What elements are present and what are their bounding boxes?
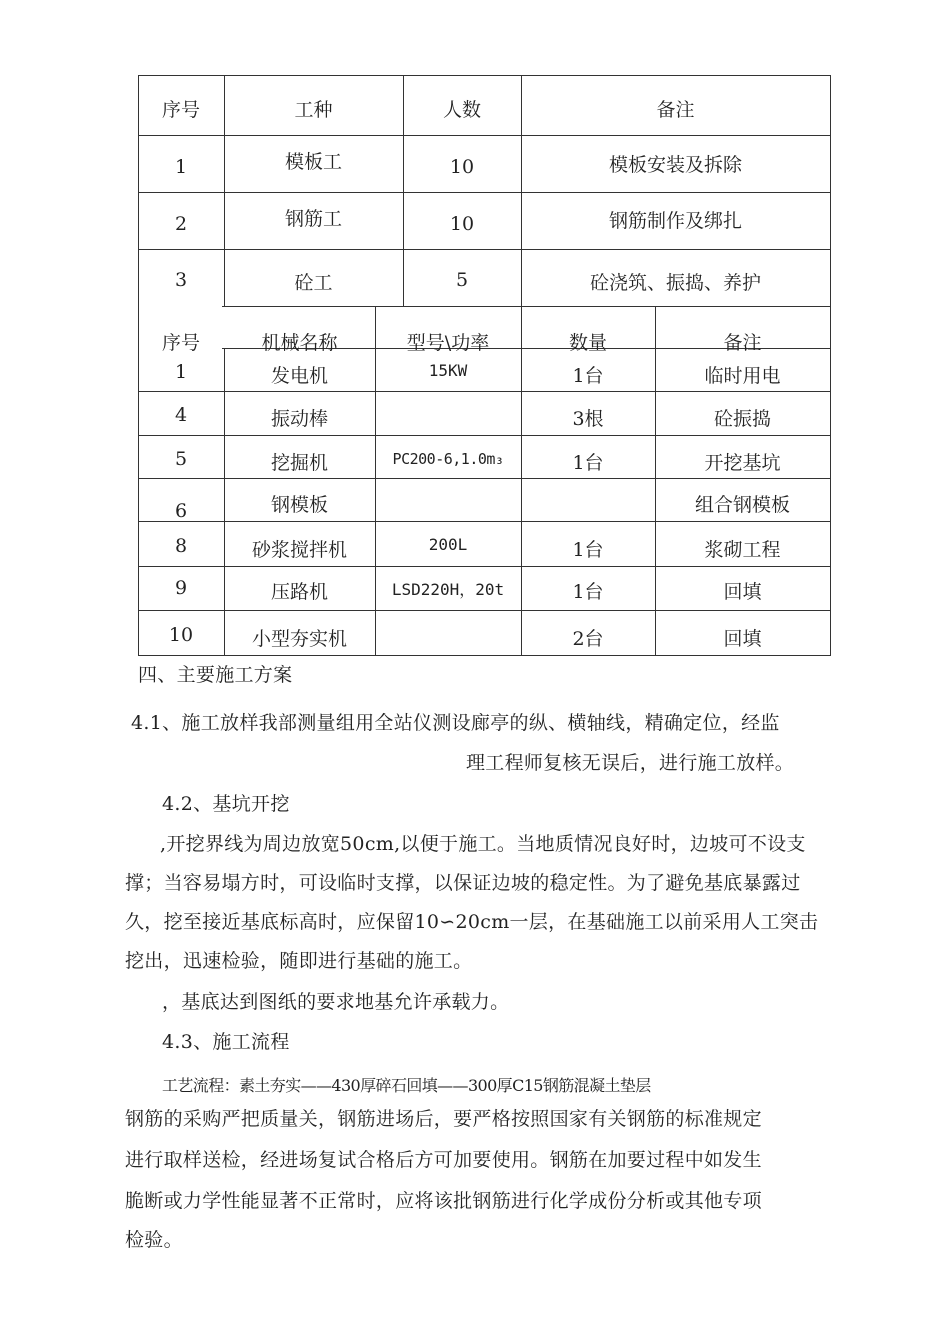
table-cell: 1 <box>174 156 188 178</box>
table-cell: 模板安装及拆除 <box>608 154 742 176</box>
table-cell: 2台 <box>572 628 604 650</box>
table-cell: 砼浇筑、振捣、养护 <box>589 272 761 294</box>
paragraph-line: 检验。 <box>125 1229 183 1251</box>
table-header-cell: 数量 <box>568 332 607 354</box>
table-border <box>222 306 831 307</box>
paragraph-line: 4.1、施工放样我部测量组用全站仪测设廊亭的纵、横轴线，精确定位，经监 <box>131 712 780 734</box>
paragraph-line: 钢筋的采购严把质量关，钢筋进场后，要严格按照国家有关钢筋的标准规定 <box>125 1108 762 1130</box>
table-header-cell: 序号 <box>161 332 200 354</box>
paragraph-line: 进行取样送检，经进场复试合格后方可加要使用。钢筋在加要过程中如发生 <box>125 1149 762 1171</box>
table-cell: 10 <box>449 156 475 178</box>
table-cell: 振动棒 <box>270 408 328 430</box>
paragraph-line: ，基底达到图纸的要求地基允许承载力。 <box>162 991 510 1013</box>
table-cell: 1台 <box>572 581 604 603</box>
table-cell: 发电机 <box>270 365 328 387</box>
table-header-cell: 机械名称 <box>261 332 338 354</box>
table-cell: 15KW <box>428 361 468 380</box>
table-cell: 开挖基坑 <box>704 452 781 474</box>
table-cell: 3 <box>174 269 188 291</box>
table-cell: 200L <box>428 535 468 554</box>
table-header-cell: 备注 <box>723 332 762 354</box>
table-border <box>138 192 831 193</box>
table-header-cell: 序号 <box>161 99 200 121</box>
table-cell: 10 <box>449 213 475 235</box>
table-header-cell: 备注 <box>656 99 695 121</box>
table-cell: 砼工 <box>294 272 333 294</box>
table-cell: 10 <box>168 624 194 646</box>
table-border <box>138 249 831 250</box>
table-border <box>138 391 831 392</box>
table-cell: 钢筋工 <box>284 208 342 230</box>
table-cell: 模板工 <box>284 151 342 173</box>
table-border <box>138 521 831 522</box>
table-cell: 临时用电 <box>704 365 781 387</box>
subsection-heading: 4.3、施工流程 <box>162 1031 290 1053</box>
table-cell: 6 <box>174 500 188 522</box>
paragraph-line: 脆断或力学性能显著不正常时，应将该批钢筋进行化学成份分析或其他专项 <box>125 1190 762 1212</box>
table-border <box>138 655 831 656</box>
table-border <box>138 435 831 436</box>
table-border <box>138 566 831 567</box>
table-border <box>138 75 831 76</box>
table-cell: 钢筋制作及绑扎 <box>608 210 742 232</box>
table-cell: 5 <box>455 269 469 291</box>
table-cell: 浆砌工程 <box>704 539 781 561</box>
table-cell: 挖掘机 <box>270 452 328 474</box>
paragraph-line: 撑；当容易塌方时，可设临时支撑，以保证边坡的稳定性。为了避免基底暴露过 <box>125 872 801 894</box>
table-cell: 1台 <box>572 539 604 561</box>
table-border <box>375 306 376 655</box>
table-cell: 压路机 <box>270 581 328 603</box>
table-cell: 1台 <box>572 452 604 474</box>
paragraph-line: 久，挖至接近基底标高时，应保留10∽20cm一层，在基础施工以前采用人工突击 <box>125 911 819 933</box>
paragraph-line: ,开挖界线为周边放宽50cm,以便于施工。当地质情况良好时，边坡可不设支 <box>160 833 806 855</box>
table-cell: 1台 <box>572 365 604 387</box>
table-cell: 8 <box>174 535 188 557</box>
table-border <box>830 75 831 655</box>
table-cell: 回填 <box>723 581 762 603</box>
table-header-cell: 人数 <box>442 99 481 121</box>
table-cell: 组合钢模板 <box>694 494 790 516</box>
table-border <box>138 610 831 611</box>
table-cell: 回填 <box>723 628 762 650</box>
table-cell: 2 <box>174 213 188 235</box>
table-cell: 1 <box>174 361 188 383</box>
section-heading: 四、主要施工方案 <box>138 664 293 686</box>
table-header-cell: 型号\功率 <box>406 332 490 354</box>
table-cell: 5 <box>174 448 188 470</box>
subsection-heading: 4.2、基坑开挖 <box>162 793 290 815</box>
table-cell: 钢模板 <box>270 494 328 516</box>
table-cell: LSD220H，20t <box>391 580 505 599</box>
process-flow: 工艺流程：素土夯实——430厚碎石回填——300厚C15钢筋混凝土垫层 <box>162 1076 651 1095</box>
table-border <box>138 135 831 136</box>
table-border <box>138 478 831 479</box>
table-cell: 3根 <box>572 408 604 430</box>
table-cell: 砂浆搅拌机 <box>251 539 347 561</box>
table-header-cell: 工种 <box>294 99 333 121</box>
table-cell: 砼振捣 <box>713 408 771 430</box>
table-cell: 4 <box>174 404 188 426</box>
table-cell: 9 <box>174 577 188 599</box>
table-cell: PC200-6,1.0m₃ <box>392 450 504 468</box>
table-cell: 小型夯实机 <box>251 628 347 650</box>
paragraph-line: 挖出，迅速检验，随即进行基础的施工。 <box>125 950 473 972</box>
paragraph-line: 理工程师复核无误后，进行施工放样。 <box>466 752 795 774</box>
